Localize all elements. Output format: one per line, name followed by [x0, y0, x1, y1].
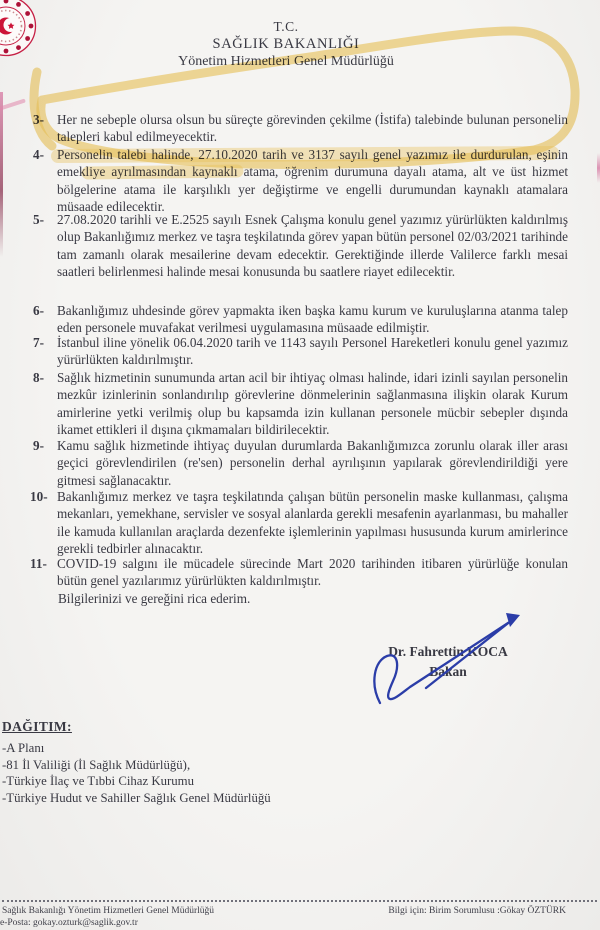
- item-text: Kamu sağlık hizmetinde ihtiyaç duyulan durumlarda Bakanlığımızca zorunlu olarak iller arası geçici görevlendirilen (re'sen) personelin derhal ayrılışının yapılarak görevlendirildiği yere gitmesi sağlanacaktır.: [57, 438, 568, 488]
- footer-contact-person: Bilgi için: Birim Sorumlusu :Gökay ÖZTÜRK: [388, 906, 566, 916]
- letterhead-department: Yönetim Hizmetleri Genel Müdürlüğü: [178, 54, 394, 69]
- directive-item-4: [33, 146, 568, 216]
- item-number: 5-: [33, 212, 44, 227]
- closing-line: Bilgilerinizi ve gereğini rica ederim.: [58, 591, 251, 606]
- signatory-title: Bakan: [429, 664, 467, 679]
- directive-item-10: [30, 488, 568, 558]
- letterhead: [0, 18, 572, 71]
- footer-organization: Sağlık Bakanlığı Yönetim Hizmetleri Genel Müdürlüğü: [2, 906, 215, 916]
- handwritten-signature-scribble: [360, 606, 540, 716]
- distribution-item: -Türkiye İlaç ve Tıbbi Cihaz Kurumu: [2, 774, 195, 788]
- signature-arrow-tip: [506, 613, 520, 627]
- distribution-title: DAĞITIM:: [2, 719, 72, 734]
- item-text: Bakanlığımız merkez ve taşra teşkilatında çalışan bütün personelin maske kullanması, çalışma mekanları, yemekhane, servisler ve sosyal alanlarda gerekli mesafenin ayarlanması, bu mahaller ile kamuda kullanılan araçlarda dezenfekte işlemlerinin yapılması hususunda kurum amirlerince gerekli tedbirler alınacaktır.: [57, 489, 568, 557]
- item-number: 8-: [33, 370, 44, 385]
- item-number: 11-: [30, 556, 47, 571]
- item-text: Sağlık hizmetinin sunumunda artan acil bir ihtiyaç olması halinde, idari izinli sayılan personelin mezkûr izinlerinin sonlandırılıp görevlerine dönmelerinin sağlanmasına ilişkin olarak Kurum amirlerine yetki verilmiş olup bu kapsamda izin kullanan personele mücbir sebepler dışında ikamet ettikleri il dışına çıkmamaları bildirilecektir.: [57, 370, 568, 438]
- item-text: Her ne sebeple olursa olsun bu süreçte görevinden çekilme (İstifa) talebinde bulunan personelin talepleri kabul edilmeyecektir.: [57, 112, 568, 145]
- directive-item-9: [33, 437, 568, 489]
- scan-edge-artifact: [0, 98, 26, 111]
- item-text: İstanbul iline yönelik 06.04.2020 tarih ve 1143 sayılı Personel Hareketleri konulu genel yazımız yürürlükten kaldırılmıştır.: [57, 335, 568, 368]
- directive-item-11: [30, 555, 568, 590]
- item-number: 7-: [33, 335, 44, 350]
- distribution-item: -Türkiye Hudut ve Sahiller Sağlık Genel Müdürlüğü: [2, 790, 271, 805]
- distribution-section: [2, 719, 271, 806]
- signatory-name: Dr. Fahrettin KOCA: [388, 644, 508, 659]
- item-text: COVID-19 salgını ile mücadele sürecinde Mart 2020 tarihinden itibaren yürürlüğe konulan bütün genel yazılarımız yürürlükten kaldırılmıştır.: [57, 556, 568, 589]
- item-number: 6-: [33, 303, 44, 318]
- directive-item-6: [33, 302, 568, 337]
- item-number: 4-: [33, 147, 44, 162]
- item-text: Bakanlığımız uhdesinde görev yapmakta iken başka kamu kurum ve kuruluşlarına atanma talep eden personele muvafakat verilmesi uygulamasına müsaade edilmiştir.: [57, 303, 568, 336]
- item-text: 27.08.2020 tarihli ve E.2525 sayılı Esnek Çalışma konulu genel yazımız yürürlükten kaldırılmış olup Bakanlığımız merkez ve taşra teşkilatında görev yapan bütün personel 02/03/2021 tarihinde tam zamanlı olarak mesailerine devam edecektir. Gerektiğinde illerde Valilerce farklı mesai saatleri belirlenmesi halinde mesai konusunda bu saatlere riayet edilecektir.: [57, 212, 568, 280]
- scan-edge-artifact: [0, 92, 3, 257]
- letterhead-ministry: SAĞLIK BAKANLIĞI: [212, 35, 360, 52]
- directive-item-8: [33, 369, 568, 439]
- distribution-item: -81 İl Valiliği (İl Sağlık Müdürlüğü),: [2, 757, 191, 772]
- distribution-item: -A Planı: [2, 741, 45, 755]
- item-number: 9-: [33, 438, 44, 453]
- directive-item-7: [33, 334, 568, 369]
- item-number: 3-: [33, 112, 44, 127]
- letterhead-republic: T.C.: [273, 19, 299, 34]
- footer-email: e-Posta: gokay.ozturk@saglik.gov.tr: [0, 918, 138, 928]
- item-number: 10-: [30, 489, 48, 504]
- item-text: Personelin talebi halinde, 27.10.2020 tarih ve 3137 sayılı genel yazımız ile durdurulan, eşinin emekliye ayrılmasından kaynaklı atama, öğrenim durumuna dayalı atama, alt ve üst hizmet bölgelerine atama ile karşılıklı yer değiştirme ve engelli durumundan kaynaklı atamalara müsaade edilecektir.: [57, 147, 568, 215]
- footer-divider: [2, 900, 597, 902]
- directive-item-3: [33, 111, 568, 146]
- directive-item-5: [33, 211, 568, 281]
